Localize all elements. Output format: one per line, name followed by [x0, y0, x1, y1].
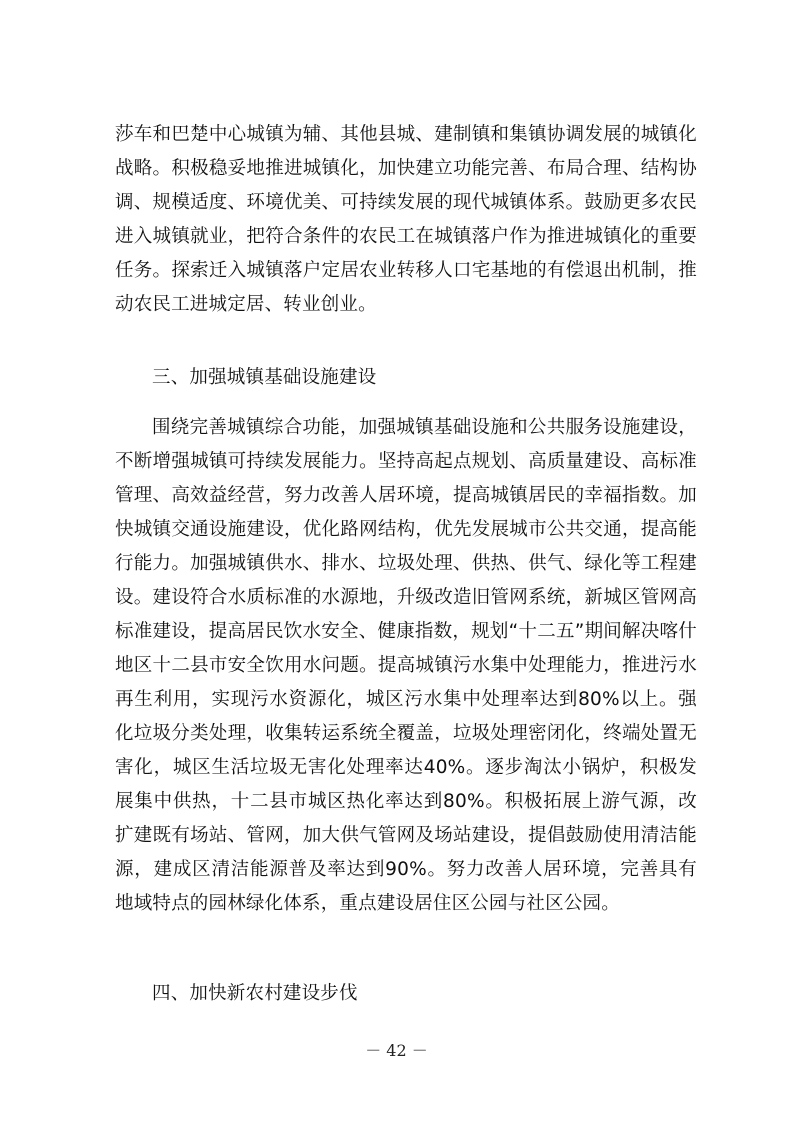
section-heading: 三、加强城镇基础设施建设: [152, 367, 377, 388]
section-heading: 四、加快新农村建设步伐: [152, 983, 358, 1004]
page-number: － 42 －: [365, 1041, 428, 1060]
body-paragraph: 围绕完善城镇综合功能，加强城镇基础设施和公共服务设施建设，不断增强城镇可持续发展能力。坚持高起点规划、高质量建设、高标准管理、高效益经营，努力改善人居环境，提高城镇居民的幸福指数。加快城镇交通设施建设，优化路网结构，优先发展城市公共交通，提高能行能力。加强城镇供水、排水、垃圾处理、供热、供气、绿化等工程建设。建设符合水质标准的水源地，升级改造旧管网系统，新城区管网高标准建设，提高居民饮水安全、健康指数，规划“十二五”期间解决喀什地区十二县市安全饮用水问题。提高城镇污水集中处理能力，推进污水再生利用，实现污水资源化，城区污水集中处理率达到80%以上。强化垃圾分类处理，收集转运系统全覆盖，垃圾处理密闭化，终端处置无害化，城区生活垃圾无害化处理率达40%。逐步淘汰小锅炉，积极发展集中供热，十二县市城区热化率达到80%。积极拓展上游气源，改扩建既有场站、管网，加大供气管网及场站建设，提倡鼓励使用清洁能源，建成区清洁能源普及率达到90%。努力改善人居环境，完善具有地域特点的园林绿化体系，重点建设居住区公园与社区公园。: [115, 417, 697, 914]
body-paragraph: 莎车和巴楚中心城镇为辅、其他县城、建制镇和集镇协调发展的城镇化战略。积极稳妥地推进城镇化，加快建立功能完善、布局合理、结构协调、规模适度、环境优美、可持续发展的现代城镇体系。鼓励更多农民进入城镇就业，把符合条件的农民工在城镇落户作为推进城镇化的重要任务。探索迁入城镇落户定居农业转移人口宅基地的有偿退出机制，推动农民工进城定居、转业创业。: [115, 124, 697, 315]
